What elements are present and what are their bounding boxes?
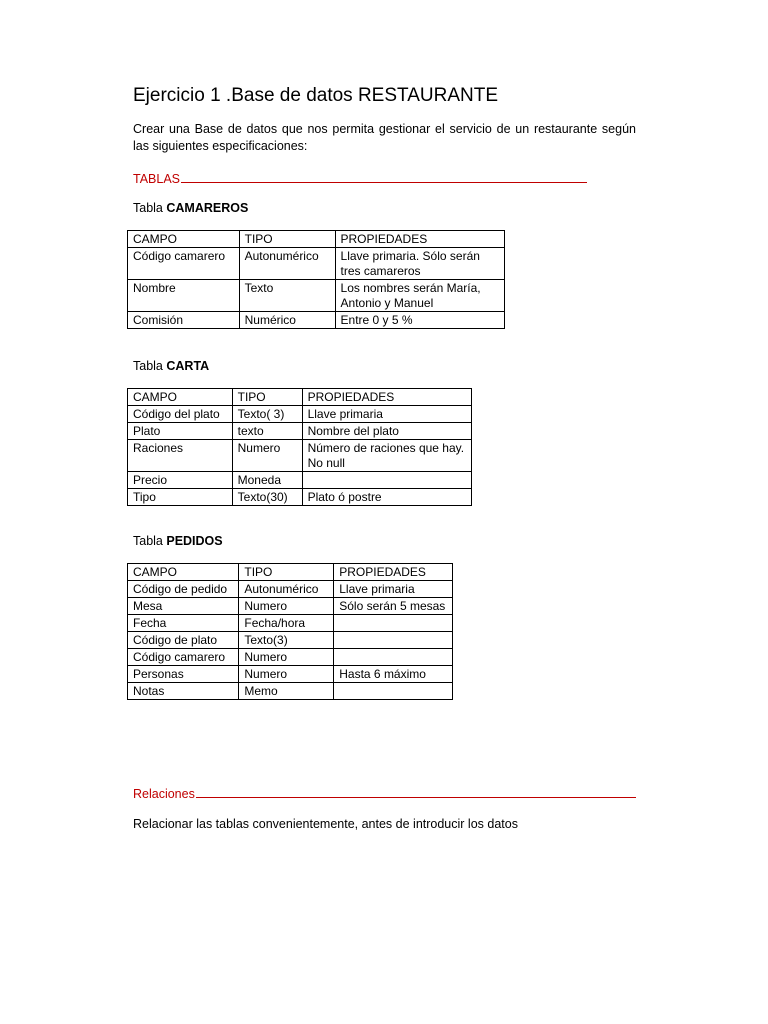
document-title: Ejercicio 1 .Base de datos RESTAURANTE	[133, 85, 499, 106]
table-cell: Nombre	[128, 280, 240, 312]
table-cell: Sólo serán 5 mesas	[334, 598, 453, 615]
table-row	[128, 489, 472, 506]
camareros-caption-prefix: Tabla	[133, 201, 167, 215]
table-cell: Fecha/hora	[239, 615, 334, 632]
pedidos-table	[127, 563, 453, 700]
header-cell: PROPIEDADES	[334, 564, 453, 581]
camareros-caption-name: CAMAREROS	[166, 201, 249, 215]
table-cell: Código camarero	[128, 649, 239, 666]
table-header-row	[128, 231, 505, 248]
tablas-heading-underline	[181, 182, 587, 183]
table-cell	[334, 683, 453, 700]
table-header-row	[128, 564, 453, 581]
table-cell: Nombre del plato	[302, 423, 471, 440]
table-cell	[302, 472, 471, 489]
table-cell: Llave primaria	[302, 406, 471, 423]
table-cell: Moneda	[232, 472, 302, 489]
table-cell: Fecha	[128, 615, 239, 632]
table-cell: Tipo	[128, 489, 233, 506]
tablas-heading	[133, 171, 587, 187]
table-row	[128, 280, 505, 312]
pedidos-caption-name: PEDIDOS	[166, 534, 223, 548]
table-cell: texto	[232, 423, 302, 440]
intro-paragraph: Crear una Base de datos que nos permita gestionar el servicio de un restaurante según las siguientes especificaciones:	[133, 122, 636, 153]
carta-table	[127, 388, 472, 506]
carta-caption	[133, 358, 209, 374]
table-cell: Personas	[128, 666, 239, 683]
table-row	[128, 598, 453, 615]
tablas-heading-label: TABLAS	[133, 172, 181, 186]
table-cell: Plato	[128, 423, 233, 440]
table-cell: Texto(30)	[232, 489, 302, 506]
table-cell	[334, 615, 453, 632]
table-cell: Numérico	[239, 312, 335, 329]
table-row	[128, 581, 453, 598]
table-cell: Llave primaria. Sólo serán tres camareros	[335, 248, 504, 280]
header-cell: TIPO	[232, 389, 302, 406]
header-cell: PROPIEDADES	[302, 389, 471, 406]
table-cell: Memo	[239, 683, 334, 700]
table-row	[128, 406, 472, 423]
table-cell: Notas	[128, 683, 239, 700]
pedidos-caption-prefix: Tabla	[133, 534, 167, 548]
table-cell: Texto(3)	[239, 632, 334, 649]
table-cell: Mesa	[128, 598, 239, 615]
table-cell: Texto	[239, 280, 335, 312]
table-cell: Autonumérico	[239, 248, 335, 280]
table-row	[128, 649, 453, 666]
table-header-row	[128, 389, 472, 406]
table-cell: Plato ó postre	[302, 489, 471, 506]
table-cell: Numero	[239, 598, 334, 615]
table-cell: Autonumérico	[239, 581, 334, 598]
header-cell: TIPO	[239, 231, 335, 248]
header-cell: TIPO	[239, 564, 334, 581]
camareros-caption	[133, 200, 248, 216]
header-cell: PROPIEDADES	[335, 231, 504, 248]
table-cell: Número de raciones que hay. No null	[302, 440, 471, 472]
header-cell: CAMPO	[128, 564, 239, 581]
table-cell: Numero	[239, 666, 334, 683]
table-row	[128, 683, 453, 700]
table-cell: Texto( 3)	[232, 406, 302, 423]
table-cell	[334, 632, 453, 649]
table-cell: Numero	[239, 649, 334, 666]
table-row	[128, 632, 453, 649]
header-cell: CAMPO	[128, 231, 240, 248]
table-cell: Raciones	[128, 440, 233, 472]
pedidos-caption	[133, 533, 223, 549]
relaciones-heading-label: Relaciones	[133, 787, 195, 801]
table-cell: Entre 0 y 5 %	[335, 312, 504, 329]
table-cell: Los nombres serán María, Antonio y Manuel	[335, 280, 504, 312]
table-cell: Código camarero	[128, 248, 240, 280]
camareros-table	[127, 230, 505, 329]
table-cell: Numero	[232, 440, 302, 472]
table-row	[128, 312, 505, 329]
table-row	[128, 666, 453, 683]
carta-caption-name: CARTA	[166, 359, 210, 373]
table-cell: Hasta 6 máximo	[334, 666, 453, 683]
relaciones-heading	[133, 786, 636, 802]
table-row	[128, 440, 472, 472]
table-row	[128, 248, 505, 280]
table-cell: Llave primaria	[334, 581, 453, 598]
table-cell: Comisión	[128, 312, 240, 329]
table-cell	[334, 649, 453, 666]
table-row	[128, 615, 453, 632]
header-cell: CAMPO	[128, 389, 233, 406]
table-cell: Código del plato	[128, 406, 233, 423]
table-row	[128, 423, 472, 440]
table-cell: Código de plato	[128, 632, 239, 649]
relaciones-paragraph: Relacionar las tablas convenientemente, antes de introducir los datos	[133, 817, 518, 831]
table-cell: Precio	[128, 472, 233, 489]
table-cell: Código de pedido	[128, 581, 239, 598]
carta-caption-prefix: Tabla	[133, 359, 167, 373]
table-row	[128, 472, 472, 489]
relaciones-heading-underline	[196, 797, 636, 798]
